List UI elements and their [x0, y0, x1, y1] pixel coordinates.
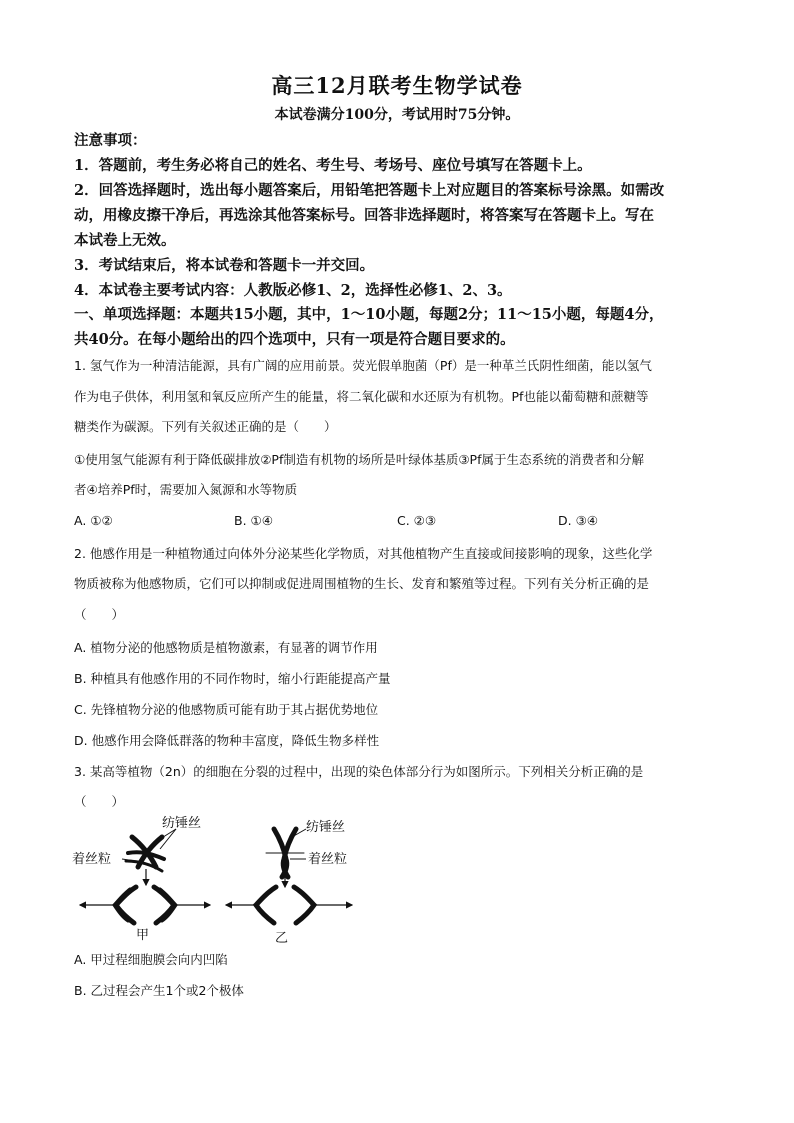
question-2-text: 物质被称为他感物质，它们可以抑制或促进周围植物的生长、发育和繁殖等过程。下列有关分析正确的是	[74, 576, 650, 591]
question-1-option-b: B. ①④	[234, 513, 273, 528]
exam-info: 本试卷满分100分，考试用时75分钟。	[274, 107, 520, 123]
section-heading: 一、单项选择题：本题共15小题，其中，1～10小题，每题2分；11～15小题，每题4分，	[74, 306, 664, 323]
question-3-text: （ ）	[74, 794, 125, 809]
question-1-option-c: C. ②③	[397, 513, 437, 528]
question-2-text: 2. 他感作用是一种植物通过向体外分泌某些化学物质，对其他植物产生直接或间接影响的现象，这些化学	[74, 546, 653, 561]
chromosome-pair-top-left	[126, 837, 164, 871]
caption-jia: 甲	[136, 928, 150, 943]
question-2-text: （ ）	[74, 607, 125, 622]
question-1-text: ①使用氢气能源有利于降低碳排放②Pf制造有机物的场所是叶绿体基质③Pf属于生态系统的消费者和分解	[74, 452, 644, 467]
question-3-text: 3. 某高等植物（2n）的细胞在分裂的过程中，出现的染色体部分行为如图所示。下列相关分析正确的是	[74, 764, 644, 779]
question-1-text: 糖类作为碳源。下列有关叙述正确的是（ ）	[74, 419, 337, 434]
section-heading: 共40分。在每小题给出的四个选项中，只有一项是符合题目要求的。	[74, 331, 515, 348]
question-1-text: 作为电子供体，利用氢和氧反应所产生的能量，将二氧化碳和水还原为有机物。Pf也能以葡萄糖和蔗糖等	[74, 389, 649, 404]
notice-item: 本试卷上无效。	[74, 232, 176, 249]
question-1-text: 1. 氢气作为一种清洁能源，具有广阔的应用前景。荧光假单胞菌（Pf）是一种革兰氏阴性细菌，能以氢气	[74, 358, 652, 373]
question-1-text: 者④培养Pf时，需要加入氮源和水等物质	[74, 482, 298, 497]
notice-item: 2．回答选择题时，选出每小题答案后，用铅笔把答题卡上对应题目的答案标号涂黑。如需改	[74, 182, 665, 199]
question-1-option-d: D. ③④	[558, 513, 598, 528]
label-spindle-right: 纺锤丝	[306, 820, 346, 835]
separating-chromosomes-left	[114, 887, 176, 923]
question-2-option-d: D. 他感作用会降低群落的物种丰富度，降低生物多样性	[74, 733, 380, 748]
notice-item: 3．考试结束后，将本试卷和答题卡一并交回。	[74, 257, 375, 274]
page-title: 高三12月联考生物学试卷	[271, 73, 523, 98]
label-spindle-left: 纺锤丝	[162, 816, 202, 831]
separating-chromosomes-right	[256, 887, 314, 923]
question-3-option-a: A. 甲过程细胞膜会向内凹陷	[74, 952, 228, 967]
notice-heading: 注意事项：	[74, 132, 147, 149]
question-3-option-b: B. 乙过程会产生1个或2个极体	[74, 983, 244, 998]
chromosome-figure	[70, 815, 370, 945]
question-2-option-a: A. 植物分泌的他感物质是植物激素，有显著的调节作用	[74, 640, 378, 655]
figure-panel-yi	[226, 820, 352, 945]
label-centromere-left: 着丝粒	[72, 852, 112, 867]
question-2-option-c: C. 先锋植物分泌的他感物质可能有助于其占据优势地位	[74, 702, 379, 717]
question-2-option-b: B. 种植具有他感作用的不同作物时，缩小行距能提高产量	[74, 671, 391, 686]
caption-yi: 乙	[275, 931, 289, 945]
question-1-option-a: A. ①②	[74, 513, 113, 528]
notice-item: 动，用橡皮擦干净后，再选涂其他答案标号。回答非选择题时，将答案写在答题卡上。写在	[74, 207, 654, 224]
figure-panel-jia	[72, 816, 210, 943]
chromosome-top-right	[266, 829, 304, 877]
notice-item: 1．答题前，考生务必将自己的姓名、考生号、考场号、座位号填写在答题卡上。	[74, 157, 592, 174]
label-centromere-right: 着丝粒	[308, 852, 348, 867]
notice-item: 4．本试卷主要考试内容：人教版必修1、2，选择性必修1、2、3。	[74, 282, 512, 299]
